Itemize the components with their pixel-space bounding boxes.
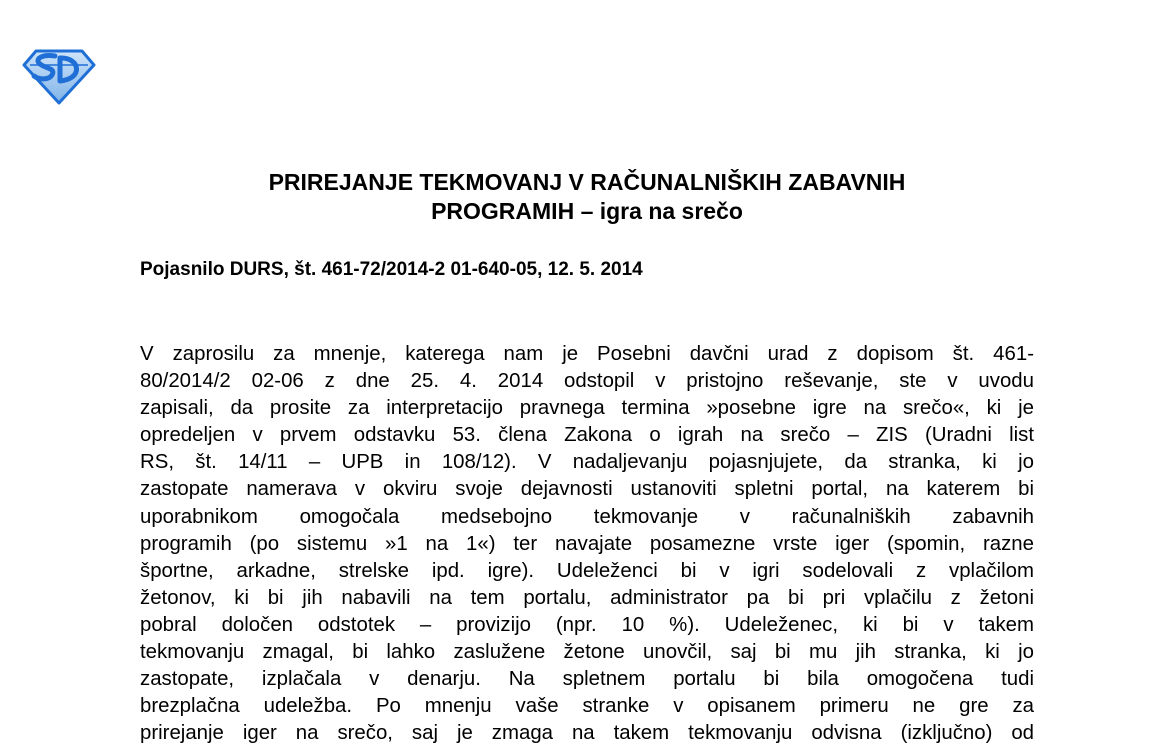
body-line: programih (po sistemu »1 na 1«) ter navajate posamezne vrste iger (spomin, razne <box>140 532 1034 555</box>
body-line: RS, št. 14/11 – UPB in 108/12). V nadaljevanju pojasnjujete, da stranka, ki jo <box>140 451 1034 474</box>
body-line: športne, arkadne, strelske ipd. igre). Udeleženci bi v igri sodelovali z vplačilom <box>140 559 1034 582</box>
body-line: zastopate namerava v okviru svoje dejavnosti ustanoviti spletni portal, na katerem bi <box>140 478 1034 501</box>
body-line: žetonov, ki bi jih nabavili na tem portalu, administrator pa bi pri vplačilu z žetoni <box>140 586 1034 609</box>
body-line: uporabnikom omogočala medsebojno tekmovanje v računalniških zabavnih <box>140 505 1034 528</box>
body-line: 80/2014/2 02-06 z dne 25. 4. 2014 odstopil v pristojno reševanje, ste v uvodu <box>140 370 1034 393</box>
body-line: zapisali, da prosite za interpretacijo pravnega termina »posebne igre na srečo«, ki je <box>140 397 1034 420</box>
body-line: V zaprosilu za mnenje, katerega nam je Posebni davčni urad z dopisom št. 461- <box>140 343 1034 365</box>
body-line: opredeljen v prvem odstavku 53. člena Zakona o igrah na srečo – ZIS (Uradni list <box>140 424 1034 447</box>
sd-logo <box>22 49 96 105</box>
document-title <box>140 168 1034 226</box>
title-line-1: PRIREJANJE TEKMOVANJ V RAČUNALNIŠKIH ZABAVNIH <box>268 169 906 195</box>
document-subtitle: Pojasnilo DURS, št. 461-72/2014-2 01-640-05, 12. 5. 2014 <box>140 259 643 280</box>
body-line: zastopate, izplačala v denarju. Na spletnem portalu bi bila omogočena tudi <box>140 668 1034 691</box>
body-line: brezplačna udeležba. Po mnenju vaše stranke v opisanem primeru ne gre za <box>140 695 1034 718</box>
body-line: tekmovanju zmagal, bi lahko zaslužene žetone unovčil, saj bi mu jih stranka, ki jo <box>140 641 1034 664</box>
body-line: pobral določen odstotek – provizijo (npr. 10 %). Udeleženec, ki bi v takem <box>140 613 1034 636</box>
title-line-2: PROGRAMIH – igra na srečo <box>431 198 743 224</box>
body-line: prirejanje iger na srečo, saj je zmaga na takem tekmovanju odvisna (izključno) od <box>140 722 1034 743</box>
body-paragraph <box>140 341 1034 743</box>
